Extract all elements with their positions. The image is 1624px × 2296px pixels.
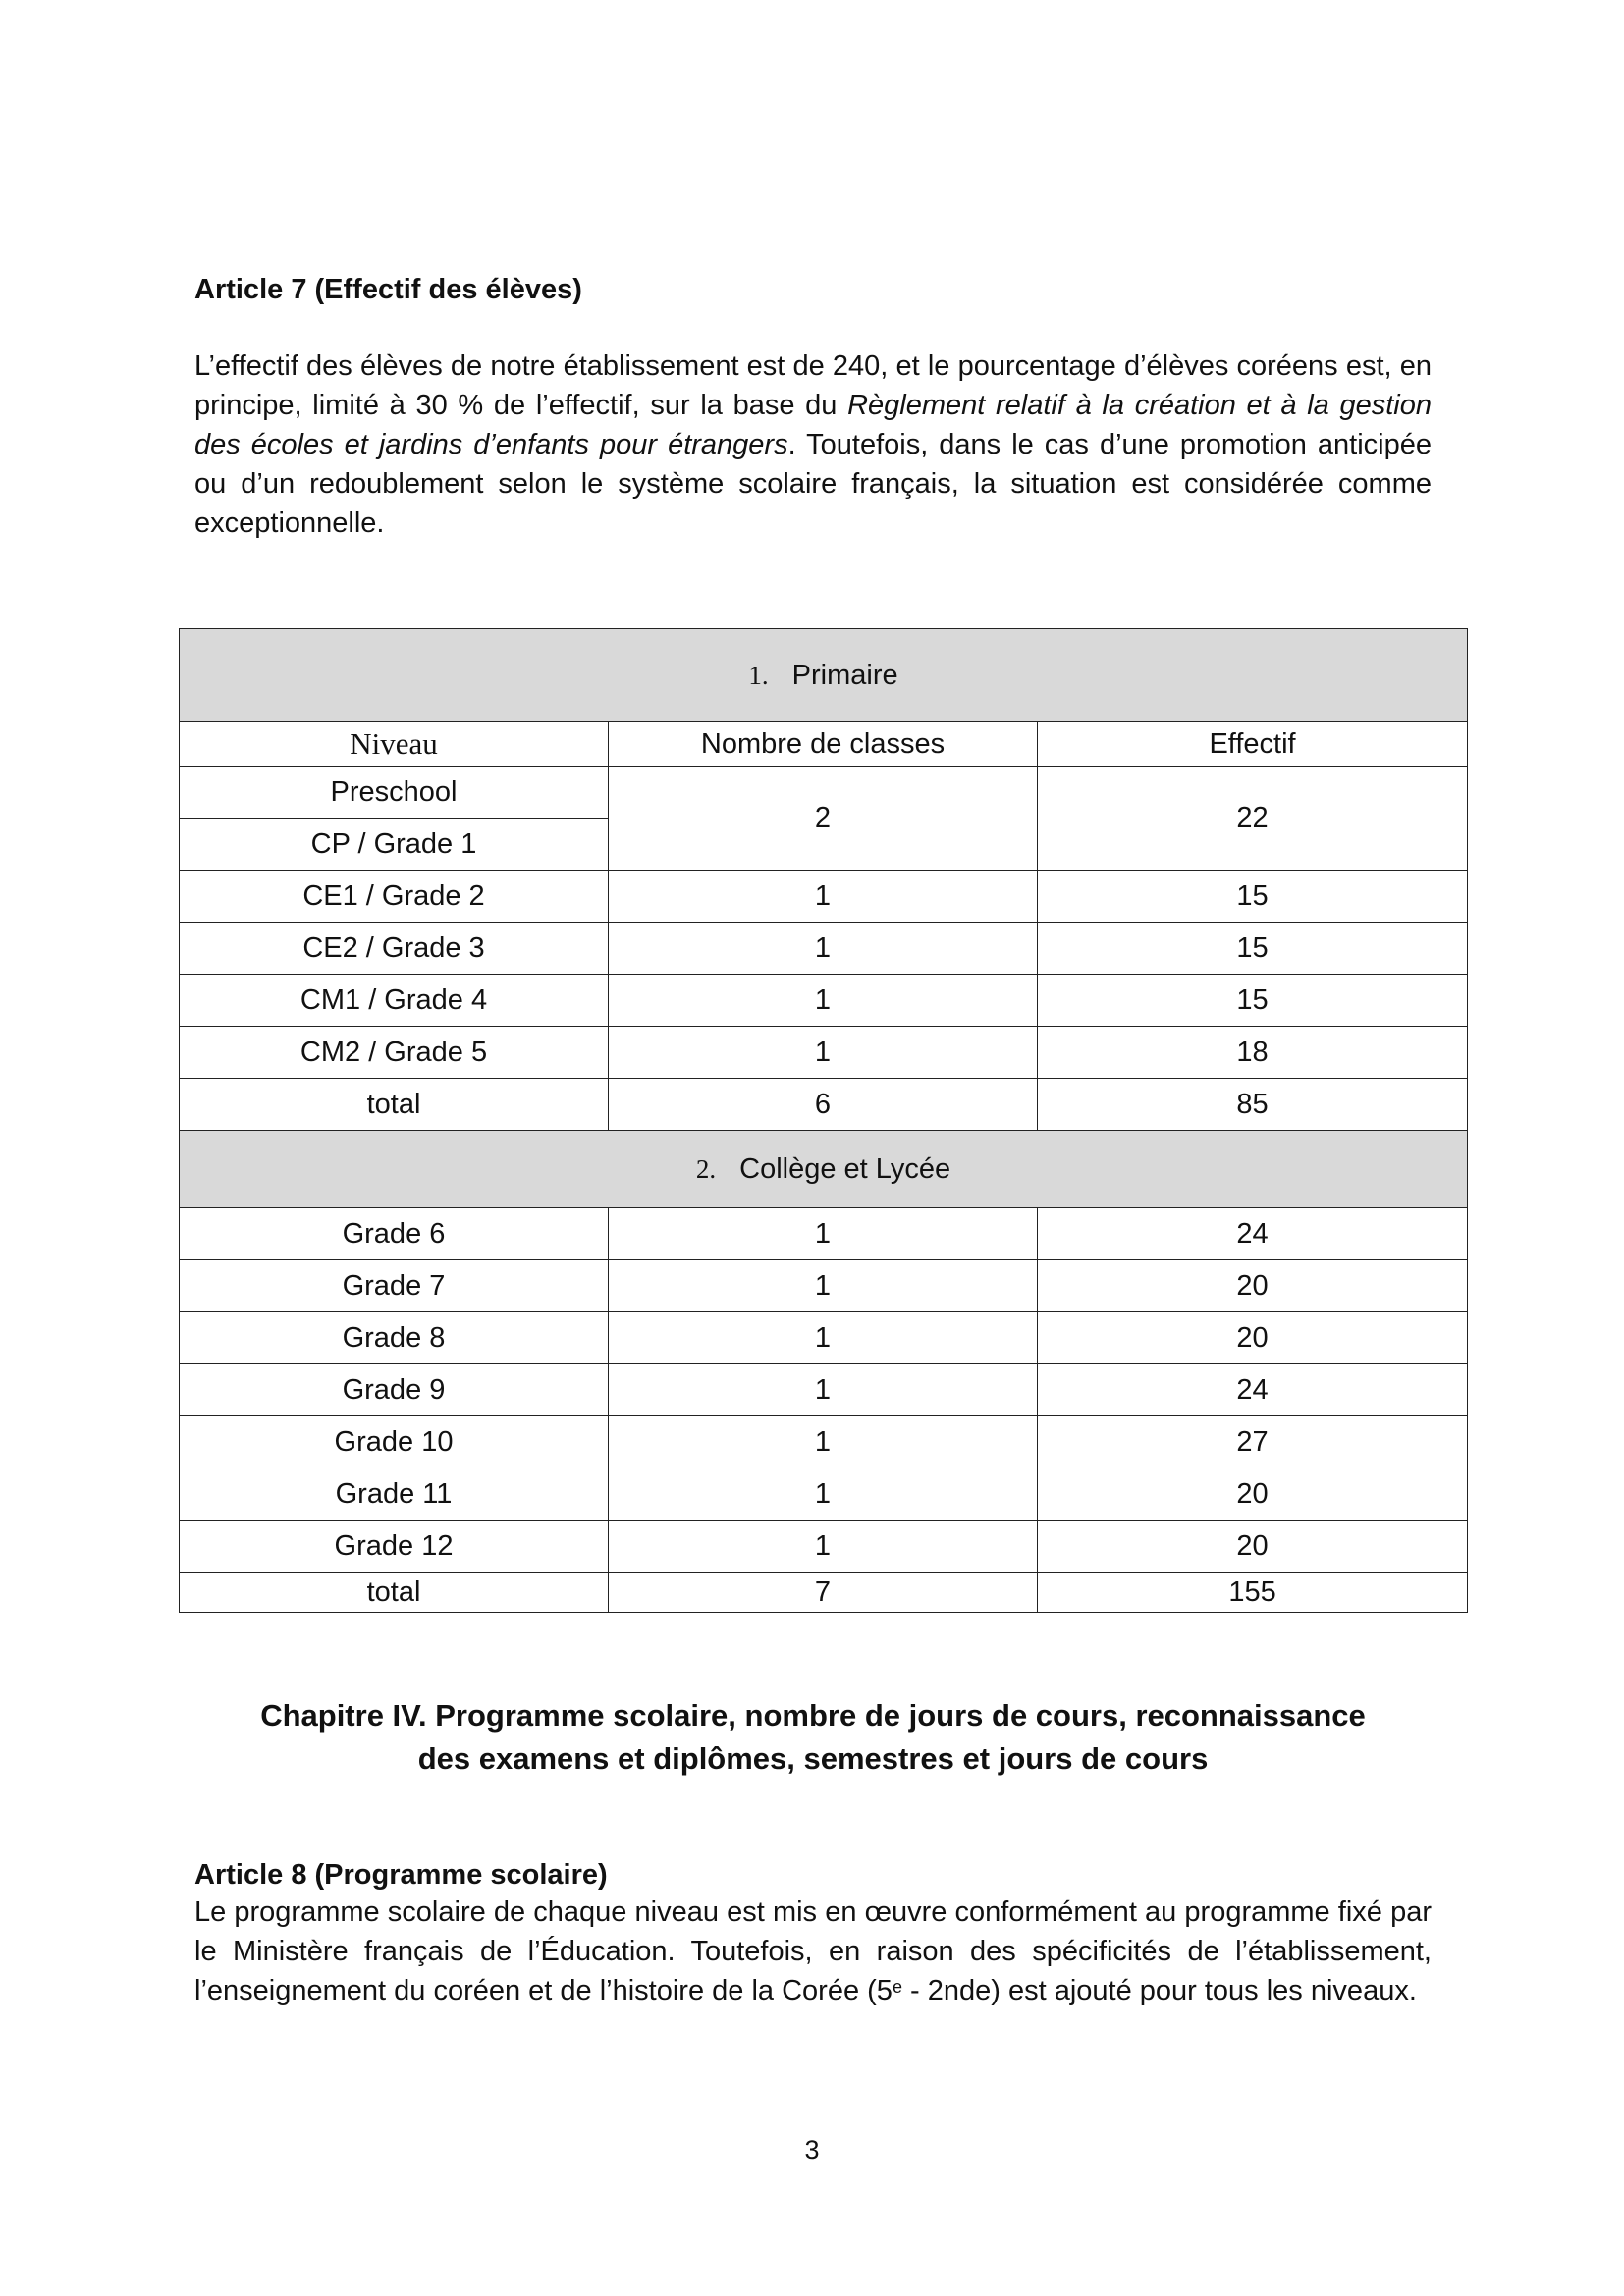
article-8-paragraph — [194, 1893, 1432, 2010]
article-7-heading: Article 7 (Effectif des élèves) — [194, 274, 582, 305]
effectif-cell: 24 — [1038, 1208, 1468, 1260]
classes-cell: 1 — [609, 1521, 1038, 1573]
classes-cell: 1 — [609, 1312, 1038, 1364]
effectif-cell: 15 — [1038, 871, 1468, 923]
effectif-cell: 20 — [1038, 1260, 1468, 1312]
table-row — [180, 1027, 1468, 1079]
niveau-cell: CE2 / Grade 3 — [180, 923, 609, 975]
column-header-row — [180, 722, 1468, 767]
total-row — [180, 1573, 1468, 1613]
classes-cell: 1 — [609, 871, 1038, 923]
niveau-cell: CM1 / Grade 4 — [180, 975, 609, 1027]
classes-cell: 1 — [609, 1364, 1038, 1416]
column-header-classes: Nombre de classes — [609, 722, 1038, 767]
table-row — [180, 1312, 1468, 1364]
classes-cell: 1 — [609, 923, 1038, 975]
classes-cell: 1 — [609, 1027, 1038, 1079]
page-number: 3 — [804, 2135, 820, 2164]
effectif-cell: 20 — [1038, 1521, 1468, 1573]
effectif-cell: 24 — [1038, 1364, 1468, 1416]
niveau-cell: Grade 9 — [180, 1364, 609, 1416]
classes-cell: 1 — [609, 1260, 1038, 1312]
article-7-paragraph — [194, 347, 1432, 543]
classes-cell: 6 — [609, 1079, 1038, 1131]
niveau-cell: CM2 / Grade 5 — [180, 1027, 609, 1079]
effectif-cell: 27 — [1038, 1416, 1468, 1468]
section-primaire-header — [180, 629, 1468, 722]
section-title: Collège et Lycée — [739, 1152, 951, 1185]
niveau-cell: Grade 11 — [180, 1468, 609, 1521]
article-8-heading: Article 8 (Programme scolaire) — [194, 1859, 608, 1891]
section-number: 2. — [695, 1153, 717, 1184]
effectif-cell: 155 — [1038, 1573, 1468, 1613]
niveau-cell: Grade 8 — [180, 1312, 609, 1364]
effectif-cell: 18 — [1038, 1027, 1468, 1079]
table-row — [180, 1468, 1468, 1521]
niveau-cell: Grade 10 — [180, 1416, 609, 1468]
article-8-text-part2: - 2nde) est ajouté pour tous les niveaux. — [901, 1975, 1417, 2006]
table-row — [180, 923, 1468, 975]
article-7-regulation-title: Règlement relatif à la création et à la gestion des écoles et jardins d’enfants pour étrangers — [194, 390, 1432, 460]
classes-cell: 1 — [609, 975, 1038, 1027]
niveau-cell: Grade 12 — [180, 1521, 609, 1573]
classes-cell: 1 — [609, 1416, 1038, 1468]
table-row — [180, 1208, 1468, 1260]
niveau-cell: CP / Grade 1 — [180, 819, 609, 871]
effectif-cell: 85 — [1038, 1079, 1468, 1131]
effectif-cell: 22 — [1038, 767, 1468, 871]
niveau-cell: total — [180, 1573, 609, 1613]
effectif-cell: 20 — [1038, 1312, 1468, 1364]
column-header-effectif: Effectif — [1038, 722, 1468, 767]
niveau-cell: Grade 7 — [180, 1260, 609, 1312]
effectif-cell: 15 — [1038, 975, 1468, 1027]
niveau-cell: Preschool — [180, 767, 609, 819]
section-college-header — [180, 1131, 1468, 1208]
chapter-title-line2: des examens et diplômes, semestres et jours de cours — [417, 1741, 1209, 1776]
classes-cell: 2 — [609, 767, 1038, 871]
chapter-title-line1: Chapitre IV. Programme scolaire, nombre de jours de cours, reconnaissance — [260, 1698, 1366, 1733]
table-row — [180, 767, 1468, 819]
chapter-title — [194, 1694, 1432, 1781]
effectif-cell: 15 — [1038, 923, 1468, 975]
table-row — [180, 1260, 1468, 1312]
classes-cell: 1 — [609, 1208, 1038, 1260]
article-8-text-part1: Le programme scolaire de chaque niveau est mis en œuvre conformément au programme fixé par le Ministère français de l’Éducation. Toutefois, en raison des spécificités de l’établissement, l’enseignement du coréen et de l’histoire de la Corée (5 — [194, 1896, 1432, 2006]
article-7-text-part2: . Toutefois, dans le cas d’une promotion anticipée ou d’un redoublement selon le système scolaire français, la situation est considérée comme exceptionnelle. — [194, 429, 1432, 539]
enrollment-table — [179, 628, 1468, 1613]
niveau-cell: total — [180, 1079, 609, 1131]
column-header-niveau: Niveau — [180, 722, 609, 767]
section-title: Primaire — [791, 659, 898, 691]
classes-cell: 7 — [609, 1573, 1038, 1613]
effectif-cell: 20 — [1038, 1468, 1468, 1521]
classes-cell: 1 — [609, 1468, 1038, 1521]
table-row — [180, 1521, 1468, 1573]
niveau-cell: Grade 6 — [180, 1208, 609, 1260]
table-row — [180, 871, 1468, 923]
niveau-cell: CE1 / Grade 2 — [180, 871, 609, 923]
article-7-text-part1: L’effectif des élèves de notre établissement est de 240, et le pourcentage d’élèves coréens est, en principe, limité à 30 % de l’effectif, sur la base du — [194, 350, 1432, 421]
section-number: 1. — [748, 660, 769, 690]
total-row — [180, 1079, 1468, 1131]
table-row — [180, 1416, 1468, 1468]
table-row — [180, 975, 1468, 1027]
table-row — [180, 1364, 1468, 1416]
article-8-superscript: e — [892, 1977, 902, 1997]
